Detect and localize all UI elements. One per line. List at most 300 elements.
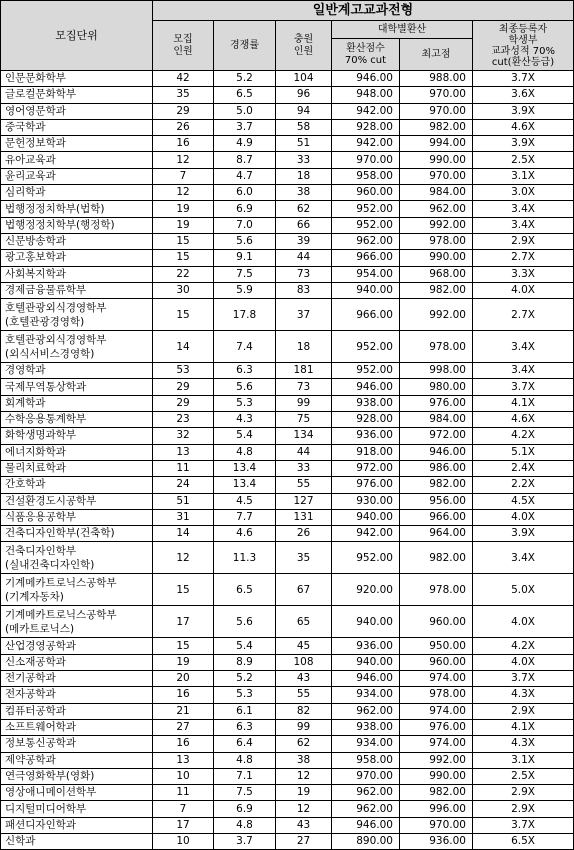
cut70-cell: 934.00: [332, 736, 400, 752]
final-grade-cell: 4.6X: [473, 119, 574, 135]
unit-name-cell: 경영학과: [1, 363, 153, 379]
max-score-cell: 982.00: [400, 542, 473, 574]
competition-cell: 6.4: [214, 736, 276, 752]
max-score-cell: 990.00: [400, 768, 473, 784]
final-grade-cell: 2.7X: [473, 299, 574, 331]
unit-name-cell: 인문문화학부: [1, 71, 153, 87]
filled-cell: 37: [276, 299, 332, 331]
competition-cell: 7.1: [214, 768, 276, 784]
table-row: [1, 768, 574, 784]
unit-name-cell: 산업경영공학과: [1, 638, 153, 654]
max-score-cell: 974.00: [400, 671, 473, 687]
unit-name-cell: 컴퓨터공학과: [1, 703, 153, 719]
max-score-cell: 982.00: [400, 282, 473, 298]
final-grade-cell: 3.6X: [473, 87, 574, 103]
final-grade-cell: 2.5X: [473, 768, 574, 784]
competition-cell: 3.7: [214, 833, 276, 849]
filled-cell: 58: [276, 119, 332, 135]
unit-name-cell: 광고홍보학과: [1, 250, 153, 266]
max-score-cell: 978.00: [400, 687, 473, 703]
competition-cell: 7.5: [214, 266, 276, 282]
final-grade-cell: 3.4X: [473, 331, 574, 363]
final-grade-cell: 4.2X: [473, 638, 574, 654]
final-grade-cell: 2.5X: [473, 152, 574, 168]
table-row: [1, 736, 574, 752]
filled-cell: 18: [276, 168, 332, 184]
table-row: [1, 152, 574, 168]
max-score-cell: 976.00: [400, 395, 473, 411]
table-row: [1, 103, 574, 119]
competition-column-header: 경쟁률: [214, 21, 276, 71]
filled-cell: 33: [276, 152, 332, 168]
competition-cell: 4.3: [214, 412, 276, 428]
unit-name-cell: 법행정정치학부(행정학): [1, 217, 153, 233]
filled-cell: 12: [276, 768, 332, 784]
max-score-cell: 978.00: [400, 233, 473, 249]
cut70-cell: 928.00: [332, 119, 400, 135]
competition-cell: 6.0: [214, 185, 276, 201]
cut70-cell: 934.00: [332, 687, 400, 703]
max-score-cell: 990.00: [400, 152, 473, 168]
recruit-cell: 15: [153, 250, 214, 266]
table-row: [1, 71, 574, 87]
unit-name-cell: 제약공학과: [1, 752, 153, 768]
table-row: [1, 201, 574, 217]
score-group-header: 대학별환산: [332, 21, 473, 39]
recruit-cell: 13: [153, 752, 214, 768]
filled-cell: 99: [276, 719, 332, 735]
recruit-cell: 17: [153, 606, 214, 638]
max-score-cell: 964.00: [400, 526, 473, 542]
recruit-cell: 19: [153, 217, 214, 233]
max-score-cell: 966.00: [400, 509, 473, 525]
competition-cell: 6.3: [214, 719, 276, 735]
filled-cell: 73: [276, 266, 332, 282]
competition-cell: 5.6: [214, 606, 276, 638]
unit-name-cell: 법행정정치학부(법학): [1, 201, 153, 217]
cut70-cell: 962.00: [332, 785, 400, 801]
final-grade-cell: 2.2X: [473, 477, 574, 493]
max-score-cell: 982.00: [400, 477, 473, 493]
filled-cell: 83: [276, 282, 332, 298]
recruit-cell: 10: [153, 833, 214, 849]
recruit-cell: 29: [153, 395, 214, 411]
table-row: [1, 509, 574, 525]
recruit-cell: 12: [153, 542, 214, 574]
filled-cell: 38: [276, 185, 332, 201]
max-score-cell: 972.00: [400, 428, 473, 444]
unit-name-cell: 건축디자인학부(건축학): [1, 526, 153, 542]
final-grade-cell: 3.7X: [473, 379, 574, 395]
final-grade-cell: 2.9X: [473, 785, 574, 801]
max-score-cell: 992.00: [400, 217, 473, 233]
recruit-cell: 35: [153, 87, 214, 103]
table-row: [1, 671, 574, 687]
recruit-cell: 53: [153, 363, 214, 379]
final-grade-cell: 4.3X: [473, 687, 574, 703]
cut70-cell: 970.00: [332, 768, 400, 784]
unit-name-cell: 신학과: [1, 833, 153, 849]
competition-cell: 6.9: [214, 801, 276, 817]
cut70-cell: 952.00: [332, 363, 400, 379]
unit-name-cell: 전자공학과: [1, 687, 153, 703]
final-grade-cell: 4.0X: [473, 654, 574, 670]
cut70-cell: 972.00: [332, 460, 400, 476]
recruit-cell: 14: [153, 331, 214, 363]
unit-name-cell: 기계메카트로닉스공학부 (메카트로닉스): [1, 606, 153, 638]
table-row: [1, 477, 574, 493]
table-row: [1, 168, 574, 184]
filled-cell: 44: [276, 444, 332, 460]
cut70-cell: 930.00: [332, 493, 400, 509]
max-score-cell: 960.00: [400, 654, 473, 670]
table-row: [1, 250, 574, 266]
max-column-header: 최고점: [400, 39, 473, 71]
competition-cell: 5.4: [214, 638, 276, 654]
competition-cell: 7.0: [214, 217, 276, 233]
competition-cell: 6.1: [214, 703, 276, 719]
table-row: [1, 542, 574, 574]
cut70-cell: 942.00: [332, 103, 400, 119]
final-grade-cell: 4.0X: [473, 509, 574, 525]
competition-cell: 5.9: [214, 282, 276, 298]
table-row: [1, 606, 574, 638]
competition-cell: 13.4: [214, 477, 276, 493]
filled-cell: 181: [276, 363, 332, 379]
final-grade-cell: 3.0X: [473, 185, 574, 201]
recruit-cell: 30: [153, 282, 214, 298]
final-grade-cell: 4.0X: [473, 606, 574, 638]
filled-cell: 99: [276, 395, 332, 411]
max-score-cell: 986.00: [400, 460, 473, 476]
filled-cell: 44: [276, 250, 332, 266]
unit-name-cell: 건축디자인학부 (실내건축디자인학): [1, 542, 153, 574]
final-grade-cell: 3.1X: [473, 752, 574, 768]
max-score-cell: 982.00: [400, 119, 473, 135]
competition-cell: 8.9: [214, 654, 276, 670]
cut70-cell: 958.00: [332, 168, 400, 184]
max-score-cell: 978.00: [400, 574, 473, 606]
competition-cell: 7.5: [214, 785, 276, 801]
cut70-cell: 952.00: [332, 331, 400, 363]
cut70-cell: 920.00: [332, 574, 400, 606]
unit-name-cell: 회계학과: [1, 395, 153, 411]
max-score-cell: 980.00: [400, 379, 473, 395]
unit-name-cell: 기계메카트로닉스공학부 (기계자동차): [1, 574, 153, 606]
recruit-cell: 24: [153, 477, 214, 493]
cut70-cell: 942.00: [332, 136, 400, 152]
competition-cell: 4.5: [214, 493, 276, 509]
competition-cell: 4.8: [214, 444, 276, 460]
cut70-cell: 952.00: [332, 217, 400, 233]
filled-cell: 55: [276, 687, 332, 703]
table-row: [1, 785, 574, 801]
unit-name-cell: 식품응용공학부: [1, 509, 153, 525]
final-grade-cell: 3.7X: [473, 817, 574, 833]
unit-name-cell: 영어영문학과: [1, 103, 153, 119]
competition-cell: 9.1: [214, 250, 276, 266]
recruit-cell: 26: [153, 119, 214, 135]
unit-name-cell: 물리치료학과: [1, 460, 153, 476]
max-score-cell: 984.00: [400, 412, 473, 428]
cut70-cell: 940.00: [332, 282, 400, 298]
max-score-cell: 970.00: [400, 103, 473, 119]
cut70-cell: 946.00: [332, 379, 400, 395]
max-score-cell: 994.00: [400, 136, 473, 152]
filled-cell: 94: [276, 103, 332, 119]
cut70-cell: 918.00: [332, 444, 400, 460]
table-row: [1, 395, 574, 411]
recruit-cell: 20: [153, 671, 214, 687]
competition-cell: 3.7: [214, 119, 276, 135]
competition-cell: 5.3: [214, 395, 276, 411]
table-row: [1, 119, 574, 135]
table-row: [1, 136, 574, 152]
unit-name-cell: 글로컬문화학부: [1, 87, 153, 103]
cut70-cell: 960.00: [332, 185, 400, 201]
recruit-cell: 17: [153, 817, 214, 833]
recruit-cell: 29: [153, 103, 214, 119]
unit-name-cell: 심리학과: [1, 185, 153, 201]
cut70-cell: 976.00: [332, 477, 400, 493]
max-score-cell: 950.00: [400, 638, 473, 654]
final-grade-cell: 3.7X: [473, 71, 574, 87]
max-score-cell: 988.00: [400, 71, 473, 87]
table-row: [1, 233, 574, 249]
filled-cell: 108: [276, 654, 332, 670]
unit-name-cell: 경제금융물류학부: [1, 282, 153, 298]
unit-name-cell: 윤리교육과: [1, 168, 153, 184]
table-row: [1, 428, 574, 444]
final-grade-cell: 4.6X: [473, 412, 574, 428]
max-score-cell: 990.00: [400, 250, 473, 266]
recruit-cell: 10: [153, 768, 214, 784]
final-grade-cell: 3.9X: [473, 136, 574, 152]
unit-name-cell: 소프트웨어학과: [1, 719, 153, 735]
recruit-cell: 16: [153, 136, 214, 152]
cut70-cell: 962.00: [332, 703, 400, 719]
table-row: [1, 217, 574, 233]
table-row: [1, 460, 574, 476]
competition-cell: 5.0: [214, 103, 276, 119]
recruit-cell: 22: [153, 266, 214, 282]
unit-name-cell: 정보통신공학과: [1, 736, 153, 752]
final-grade-column-header: 최종등록자 학생부 교과성적 70% cut(환산등급): [473, 21, 574, 71]
group-title: 일반계고교과전형: [153, 1, 574, 21]
competition-cell: 4.6: [214, 526, 276, 542]
table-row: [1, 379, 574, 395]
unit-name-cell: 호텔관광외식경영학부 (외식서비스경영학): [1, 331, 153, 363]
max-score-cell: 936.00: [400, 833, 473, 849]
recruit-cell: 29: [153, 379, 214, 395]
cut70-cell: 970.00: [332, 152, 400, 168]
filled-cell: 73: [276, 379, 332, 395]
cut70-cell: 938.00: [332, 395, 400, 411]
final-grade-cell: 3.9X: [473, 526, 574, 542]
competition-cell: 5.6: [214, 379, 276, 395]
filled-cell: 66: [276, 217, 332, 233]
unit-name-cell: 패션디자인학과: [1, 817, 153, 833]
filled-column-header: 충원 인원: [276, 21, 332, 71]
unit-name-cell: 문헌정보학과: [1, 136, 153, 152]
competition-cell: 6.5: [214, 87, 276, 103]
competition-cell: 4.9: [214, 136, 276, 152]
final-grade-cell: 4.3X: [473, 736, 574, 752]
recruit-cell: 7: [153, 801, 214, 817]
cut70-cell: 962.00: [332, 801, 400, 817]
final-grade-cell: 3.4X: [473, 217, 574, 233]
unit-name-cell: 영상애니메이션학부: [1, 785, 153, 801]
max-score-cell: 982.00: [400, 785, 473, 801]
filled-cell: 35: [276, 542, 332, 574]
final-grade-cell: 2.4X: [473, 460, 574, 476]
competition-cell: 5.3: [214, 687, 276, 703]
final-grade-cell: 3.7X: [473, 671, 574, 687]
recruit-cell: 12: [153, 185, 214, 201]
table-row: [1, 833, 574, 849]
competition-cell: 4.7: [214, 168, 276, 184]
cut70-cell: 958.00: [332, 752, 400, 768]
recruit-cell: 27: [153, 719, 214, 735]
recruit-cell: 19: [153, 201, 214, 217]
final-grade-cell: 4.1X: [473, 395, 574, 411]
filled-cell: 104: [276, 71, 332, 87]
table-row: [1, 638, 574, 654]
filled-cell: 19: [276, 785, 332, 801]
competition-cell: 17.8: [214, 299, 276, 331]
cut70-cell: 952.00: [332, 201, 400, 217]
final-grade-cell: 3.4X: [473, 363, 574, 379]
final-grade-cell: 6.5X: [473, 833, 574, 849]
max-score-cell: 946.00: [400, 444, 473, 460]
max-score-cell: 992.00: [400, 299, 473, 331]
unit-name-cell: 신문방송학과: [1, 233, 153, 249]
filled-cell: 131: [276, 509, 332, 525]
max-score-cell: 992.00: [400, 752, 473, 768]
filled-cell: 75: [276, 412, 332, 428]
cut70-cell: 942.00: [332, 526, 400, 542]
filled-cell: 67: [276, 574, 332, 606]
competition-cell: 6.5: [214, 574, 276, 606]
competition-cell: 6.3: [214, 363, 276, 379]
max-score-cell: 998.00: [400, 363, 473, 379]
unit-name-cell: 연극영화학부(영화): [1, 768, 153, 784]
max-score-cell: 956.00: [400, 493, 473, 509]
table-row: [1, 87, 574, 103]
competition-cell: 5.6: [214, 233, 276, 249]
competition-cell: 6.9: [214, 201, 276, 217]
cut70-cell: 928.00: [332, 412, 400, 428]
competition-cell: 13.4: [214, 460, 276, 476]
recruit-cell: 32: [153, 428, 214, 444]
filled-cell: 39: [276, 233, 332, 249]
max-score-cell: 970.00: [400, 817, 473, 833]
table-row: [1, 574, 574, 606]
cut70-cell: 962.00: [332, 233, 400, 249]
max-score-cell: 974.00: [400, 736, 473, 752]
filled-cell: 33: [276, 460, 332, 476]
cut70-cell: 946.00: [332, 817, 400, 833]
table-row: [1, 703, 574, 719]
recruit-cell: 16: [153, 736, 214, 752]
final-grade-cell: 5.1X: [473, 444, 574, 460]
table-body: [1, 71, 574, 850]
table-row: [1, 687, 574, 703]
unit-column-header: 모집단위: [1, 1, 153, 71]
recruit-cell: 21: [153, 703, 214, 719]
recruit-cell: 15: [153, 299, 214, 331]
competition-cell: 4.8: [214, 817, 276, 833]
recruit-cell: 7: [153, 168, 214, 184]
final-grade-cell: 2.9X: [473, 801, 574, 817]
table-row: [1, 266, 574, 282]
final-grade-cell: 2.7X: [473, 250, 574, 266]
cut70-cell: 890.00: [332, 833, 400, 849]
filled-cell: 62: [276, 736, 332, 752]
filled-cell: 51: [276, 136, 332, 152]
filled-cell: 82: [276, 703, 332, 719]
cut70-cell: 940.00: [332, 606, 400, 638]
recruit-cell: 11: [153, 460, 214, 476]
cut70-cell: 966.00: [332, 299, 400, 331]
filled-cell: 12: [276, 801, 332, 817]
competition-cell: 5.2: [214, 671, 276, 687]
final-grade-cell: 4.0X: [473, 282, 574, 298]
recruit-column-header: 모집 인원: [153, 21, 214, 71]
recruit-cell: 14: [153, 526, 214, 542]
max-score-cell: 968.00: [400, 266, 473, 282]
competition-cell: 7.4: [214, 331, 276, 363]
max-score-cell: 976.00: [400, 719, 473, 735]
final-grade-cell: 4.1X: [473, 719, 574, 735]
unit-name-cell: 중국학과: [1, 119, 153, 135]
cut70-cell: 954.00: [332, 266, 400, 282]
recruit-cell: 15: [153, 638, 214, 654]
recruit-cell: 15: [153, 233, 214, 249]
filled-cell: 27: [276, 833, 332, 849]
filled-cell: 26: [276, 526, 332, 542]
cut70-cell: 946.00: [332, 71, 400, 87]
filled-cell: 43: [276, 817, 332, 833]
recruit-cell: 15: [153, 574, 214, 606]
cut70-cell: 936.00: [332, 638, 400, 654]
competition-cell: 4.8: [214, 752, 276, 768]
cut70-cell: 946.00: [332, 671, 400, 687]
unit-name-cell: 국제무역통상학과: [1, 379, 153, 395]
cut70-column-header: 환산점수 70% cut: [332, 39, 400, 71]
cut70-cell: 966.00: [332, 250, 400, 266]
unit-name-cell: 신소재공학과: [1, 654, 153, 670]
recruit-cell: 12: [153, 152, 214, 168]
competition-cell: 5.4: [214, 428, 276, 444]
table-row: [1, 282, 574, 298]
table-row: [1, 331, 574, 363]
cut70-cell: 936.00: [332, 428, 400, 444]
table-row: [1, 801, 574, 817]
max-score-cell: 984.00: [400, 185, 473, 201]
max-score-cell: 974.00: [400, 703, 473, 719]
max-score-cell: 970.00: [400, 87, 473, 103]
recruit-cell: 42: [153, 71, 214, 87]
filled-cell: 18: [276, 331, 332, 363]
unit-name-cell: 전기공학과: [1, 671, 153, 687]
competition-cell: 7.7: [214, 509, 276, 525]
filled-cell: 127: [276, 493, 332, 509]
max-score-cell: 962.00: [400, 201, 473, 217]
table-row: [1, 444, 574, 460]
unit-name-cell: 건설환경도시공학부: [1, 493, 153, 509]
table-row: [1, 363, 574, 379]
